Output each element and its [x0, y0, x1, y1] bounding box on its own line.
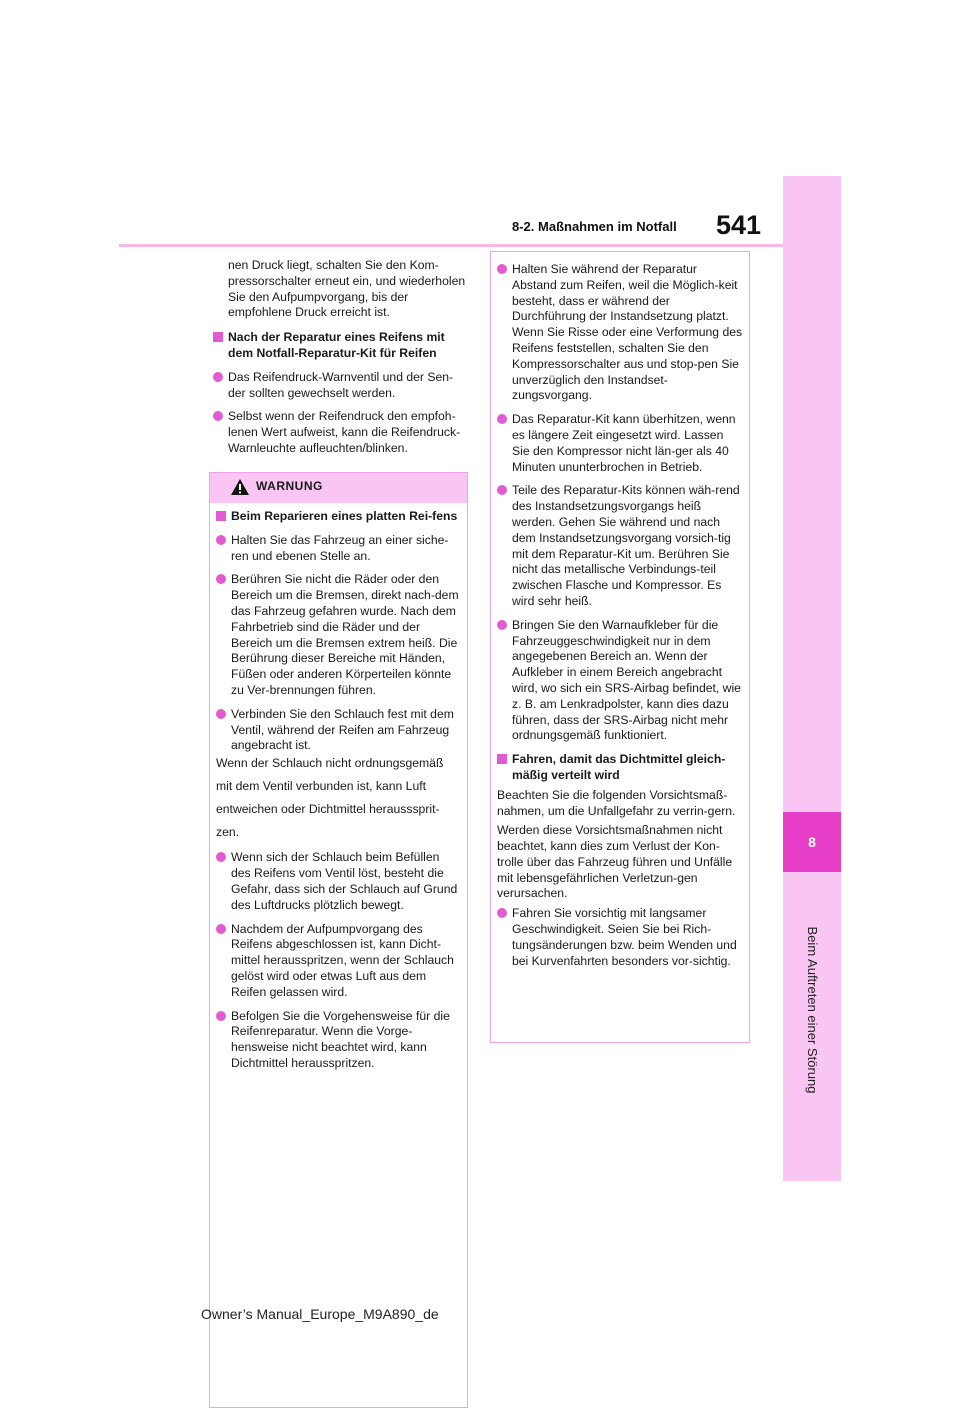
chapter-label: Beim Auftreten einer Störung: [805, 926, 820, 1094]
bullet-icon: [213, 411, 223, 421]
square-bullet-icon: [213, 332, 223, 342]
continued-paragraph: nen Druck liegt, schalten Sie den Kom-pressorschalter erneut ein, und wiederholen Sie den Aufpumpvorgang, bis der empfohlene Druck erreicht ist.: [228, 258, 466, 320]
bullet-icon: [497, 414, 507, 424]
list-item-text: Verbinden Sie den Schlauch fest mit dem Ventil, während der Reifen am Fahrzeug angebracht ist.: [231, 706, 454, 753]
bullet-icon: [213, 372, 223, 382]
header-divider: [119, 244, 783, 247]
warning-triangle-icon: [230, 478, 250, 496]
bullet-icon: [497, 485, 507, 495]
warning-heading: [215, 509, 462, 525]
list-item-text: Das Reparatur-Kit kann überhitzen, wenn es längere Zeit eingesetzt wird. Lassen Sie den Kompressor nicht län-ger als 40 Minuten ununterbrochen in Betrieb.: [512, 412, 736, 474]
list-item-text: Wenn sich der Schlauch beim Befüllen des Reifens vom Ventil löst, besteht die Gefahr, dass sich der Schlauch auf Grund des Luftdrucks plötzlich bewegt.: [231, 850, 458, 912]
bullet-icon: [216, 1011, 226, 1021]
plain-line: Wenn der Schlauch nicht ordnungsgemäß: [216, 756, 444, 771]
paragraph: Werden diese Vorsichtsmaßnahmen nicht beachtet, kann dies zum Verlust der Kon-trolle über das Fahrzeug führen und Unfälle mit lebensgefährlichen Verletzun-gen verursachen.: [497, 823, 733, 901]
list-item-text: Fahren Sie vorsichtig mit langsamer Geschwindigkeit. Seien Sie bei Rich-tungsänderungen bzw. beim Wenden und bei Kurvenfahrten besonders vor-sichtig.: [512, 906, 737, 968]
square-bullet-icon: [497, 754, 507, 764]
warning-header: [210, 473, 467, 503]
plain-line: entweichen oder Dichtmittel herausssprit-: [216, 801, 440, 816]
list-item: [215, 1009, 462, 1072]
after-repair-heading: [212, 330, 470, 362]
warning-body: [215, 503, 462, 1072]
driving-heading: [496, 752, 744, 784]
list-item: [496, 906, 744, 969]
list-item: [215, 922, 462, 1001]
plain-line: mit dem Ventil verbunden ist, kann Luft: [216, 778, 427, 793]
bullet-icon: [497, 620, 507, 630]
list-item: [496, 618, 744, 744]
heading-text: Beim Reparieren eines platten Rei-fens: [231, 509, 458, 523]
list-item-text: Das Reifendruck-Warnventil und der Sen-der sollten gewechselt werden.: [228, 369, 454, 400]
list-item-text: Nachdem der Aufpumpvorgang des Reifens abgeschlossen ist, kann Dicht-mittel herausspritzen, wenn der Schlauch gelöst wird oder etwas Luft aus dem Reifen gelassen wird.: [231, 921, 454, 999]
list-item: [215, 572, 462, 698]
warning-label: WARNUNG: [256, 479, 323, 493]
list-item-text: Befolgen Sie die Vorgehensweise für die Reifenreparatur. Wenn die Vorge-hensweise nicht beachtet wird, kann Dichtmittel herausspritzen.: [231, 1008, 450, 1070]
heading-text: Fahren, damit das Dichtmittel gleich-mäßig verteilt wird: [512, 752, 726, 782]
heading-text: Nach der Reparatur eines Reifens mit dem Notfall-Reparatur-Kit für Reifen: [228, 330, 445, 360]
list-item: [496, 483, 744, 609]
list-item-text: Halten Sie das Fahrzeug an einer siche-ren und ebenen Stelle an.: [231, 532, 449, 563]
warning-box: [209, 472, 468, 1408]
list-item-text: Selbst wenn der Reifendruck den empfoh-lenen Wert aufweist, kann die Reifendruck-Warnleuchte aufleuchten/blinken.: [228, 409, 461, 455]
bullet-icon: [216, 574, 226, 584]
chapter-number: 8: [783, 812, 841, 872]
plain-line: zen.: [216, 824, 240, 839]
warning-continuation-body: [496, 262, 744, 969]
bullet-icon: [497, 264, 507, 274]
left-column: [212, 258, 470, 457]
bullet-icon: [216, 535, 226, 545]
list-item-text: Halten Sie während der Reparatur Abstand zum Reifen, weil die Möglich-keit besteht, dass er während der Durchführung der Instandsetzung platzt. Wenn Sie Risse oder eine Verformung des Reifens feststellen, schalten Sie den Kompressorschalter aus und stop-pen Sie unverzüglich den Instandset-zungsvorgang.: [512, 262, 743, 403]
list-item: [212, 409, 470, 456]
bullet-icon: [497, 908, 507, 918]
list-item: [215, 707, 462, 754]
footer-text: Owner’s Manual_Europe_M9A890_de: [201, 1306, 439, 1322]
list-item: [212, 370, 470, 402]
bullet-icon: [216, 709, 226, 719]
section-title: 8-2. Maßnahmen im Notfall: [512, 219, 677, 234]
list-item-text: Berühren Sie nicht die Räder oder den Bereich um die Bremsen, direkt nach-dem das Fahrzeug gefahren wurde. Nach dem Fahrbetrieb sind die Räder und der Bereich um die Bremsen extrem heiß. Die Berührung dieser Bereiche mit Händen, Füßen oder anderen Körperteilen könnte zu Ver-brennungen führen.: [231, 572, 459, 697]
list-item: [496, 262, 744, 404]
list-item-text: Bringen Sie den Warnaufkleber für die Fahrzeuggeschwindigkeit nur in dem angegebenen Bereich an. Wenn der Aufkleber in einem Bereich angebracht wird, wo sich ein SRS-Airbag befindet, wie z. B. am Lenkradpolster, kann dies dazu führen, dass der SRS-Airbag nicht mehr ordnungsgemäß funktioniert.: [512, 617, 741, 743]
warning-continuation-box: [490, 251, 750, 1043]
bullet-icon: [216, 852, 226, 862]
bullet-icon: [216, 924, 226, 934]
list-item: [496, 412, 744, 475]
list-item-text: Teile des Reparatur-Kits können wäh-rend des Instandsetzungsvorgangs heiß werden. Gehen Sie während und nach dem Instandsetzungsvorgang vorsich-tig mit dem Reparatur-Kit um. Berühren Sie nicht das metallische Verbindungs-teil zwischen Flasche und Kompressor. Es wird sehr heiß.: [512, 483, 740, 608]
square-bullet-icon: [216, 511, 226, 521]
list-item: [215, 533, 462, 565]
paragraph: Beachten Sie die folgenden Vorsichtsmaß-nahmen, um die Unfallgefahr zu verrin-gern.: [497, 787, 736, 818]
list-item: [215, 850, 462, 913]
page-number: 541: [716, 210, 762, 240]
